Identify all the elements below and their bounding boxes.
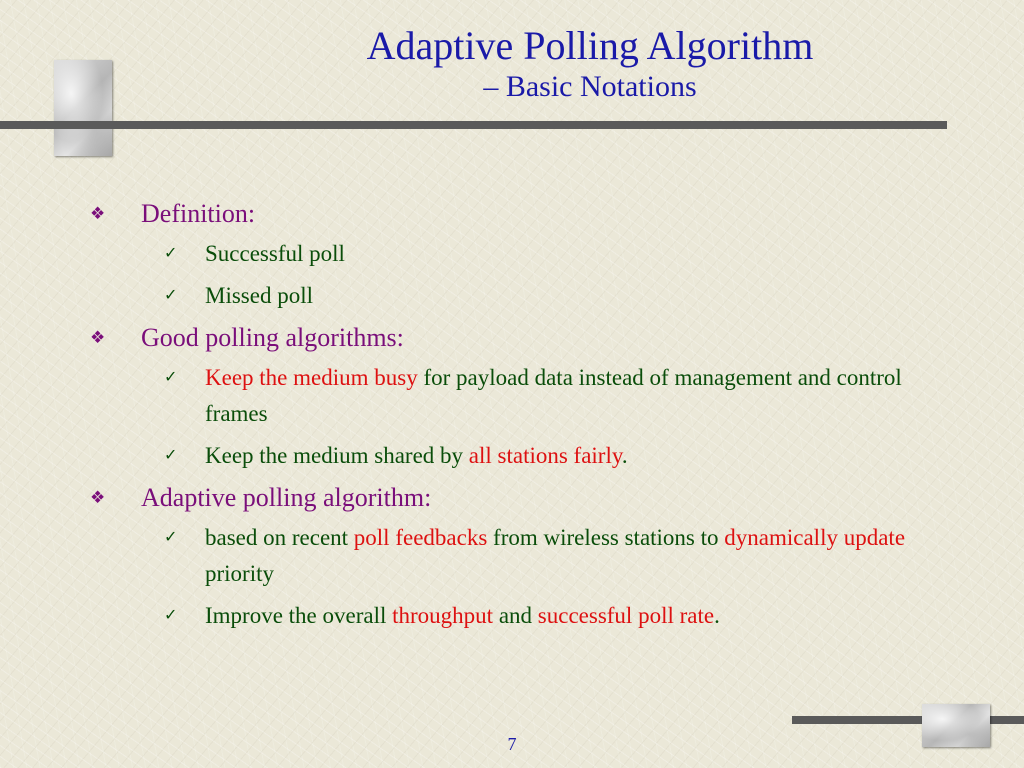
sub-item (80, 360, 960, 432)
highlight-text: successful poll rate (537, 603, 715, 628)
bullet-label: Definition: (141, 199, 256, 228)
title-block (220, 22, 960, 104)
marble-decoration-top (54, 60, 112, 156)
slide-subtitle: – Basic Notations (483, 70, 697, 103)
bullet-label: Adaptive polling algorithm: (141, 483, 432, 512)
bullet-label: Good polling algorithms: (141, 323, 404, 352)
sub-text: priority (205, 561, 274, 586)
sub-text: for payload data instead of management and control frames (205, 365, 902, 426)
diamond-bullet-icon: ❖ (90, 328, 106, 347)
sub-item (80, 236, 960, 272)
sub-text: Improve the overall (205, 603, 393, 628)
sub-item (80, 598, 960, 634)
slide-content (80, 196, 960, 640)
highlight-text: poll feedbacks (353, 525, 488, 550)
title-divider (0, 121, 947, 129)
sub-text: Missed poll (205, 283, 313, 308)
checkmark-icon: ✓ (164, 369, 178, 386)
sub-item (80, 278, 960, 314)
sub-text: . (714, 603, 720, 628)
bullet-adaptive-polling (80, 480, 960, 516)
checkmark-icon: ✓ (164, 447, 178, 464)
diamond-bullet-icon: ❖ (90, 204, 106, 223)
sub-text: from wireless stations to (487, 525, 725, 550)
page-number: 7 (507, 734, 517, 754)
sub-item (80, 438, 960, 474)
slide-title: Adaptive Polling Algorithm (366, 23, 814, 68)
highlight-text: throughput (392, 603, 494, 628)
sub-text: Successful poll (205, 241, 345, 266)
checkmark-icon: ✓ (164, 607, 178, 624)
highlight-text: dynamically update (724, 525, 906, 550)
bullet-good-polling (80, 320, 960, 356)
sub-text: Keep the medium shared by (205, 443, 469, 468)
checkmark-icon: ✓ (164, 287, 178, 304)
diamond-bullet-icon: ❖ (90, 488, 106, 507)
bullet-definition (80, 196, 960, 232)
highlight-text: Keep the medium busy (205, 365, 418, 390)
sub-text: and (493, 603, 538, 628)
highlight-text: all stations fairly (468, 443, 622, 468)
sub-text: . (621, 443, 628, 468)
sub-item (80, 520, 960, 592)
sub-text: based on recent (205, 525, 354, 550)
checkmark-icon: ✓ (164, 529, 178, 546)
checkmark-icon: ✓ (164, 245, 178, 262)
